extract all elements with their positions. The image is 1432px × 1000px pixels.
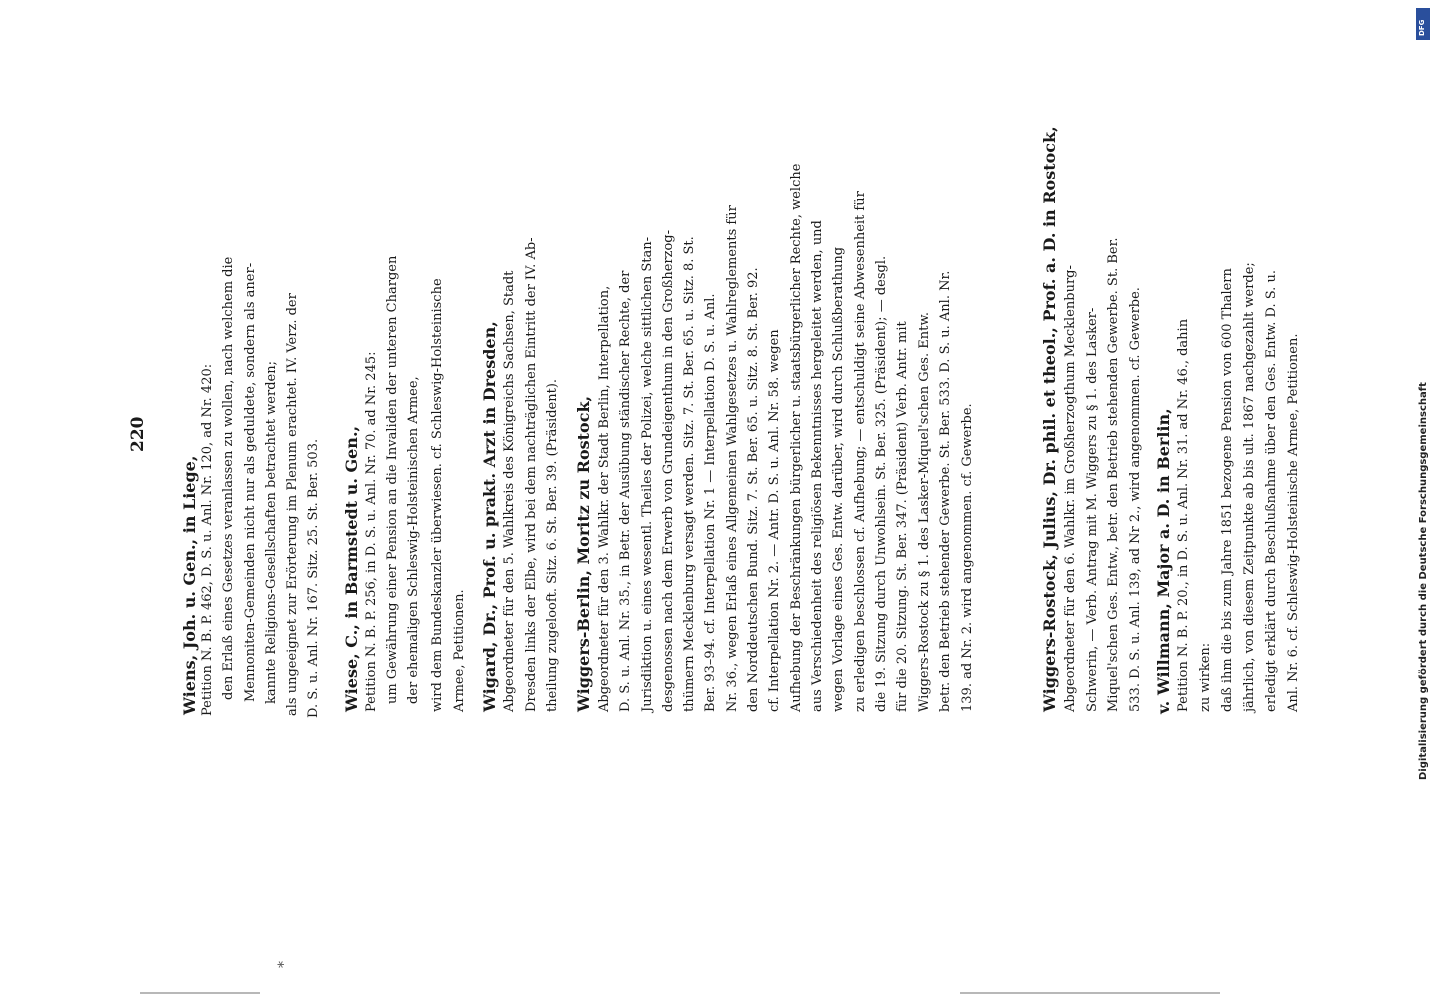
text-line: zu wirken: [1198,642,1213,712]
text-line: Miquel'schen Ges. Entw., betr. den Betrieb stehenden Gewerbe. St. Ber. [1106,237,1121,712]
page-number: 220 [128,416,148,452]
text-line: erledigt erklärt durch Beschlußnahme über den Ges. Entw. D. S. u. [1264,270,1279,712]
margin-mark: * [276,961,292,968]
text-line: Wiggers-Rostock zu § 1. des Lasker-Miquel'schen Ges. Entw. [917,311,932,712]
text-line: Ber. 93–94. cf. Interpellation Nr. 1 — Interpellation D. S. u. Anl. [703,293,718,712]
text-line: wird dem Bundeskanzler überwiesen. cf. Schleswig-Holsteinische [430,278,445,712]
text-line: jährlich, von diesem Zeitpunkte ab bis ult. 1867 nachgezahlt werde; [1242,262,1257,712]
text-line: Aufhebung der Beschränkungen bürgerlicher u. staatsbürgerlicher Rechte, welche [789,163,804,712]
digitization-credit: Digitalisierung gefördert durch die Deutsche Forschungsgemeinschaft [1418,382,1429,780]
text-line: Abgeordneter für den 6. Wahlkr. im Großherzogthum Mecklenburg- [1063,265,1078,712]
entry-heading-wigard: Wigard, Dr., Prof. u. prakt. Arzt in Dresden, [480,321,499,712]
text-line: um Gewährung einer Pension an die Invaliden der unteren Chargen [385,255,400,704]
text-line: der ehemaligen Schleswig-Holsteinischen Armee, [406,376,421,704]
dfg-logo-text: DFG [1418,19,1426,36]
text-line: kannte Religions-Gesellschaften betrachtet werden; [264,361,279,704]
text-line: 139. ad Nr. 2. wird angenommen. cf. Gewerbe. [960,403,975,712]
text-line: Petition N. B. P. 462, D. S. u. Anl. Nr. 120, ad Nr. 420: [200,363,215,716]
text-line: Mennoniten-Gemeinden nicht nur als geduldete, sondern als aner- [243,262,258,702]
entry-heading-wiese: Wiese, C., in Barmstedt u. Gen., [342,425,361,712]
text-line: D. S. u. Anl. Nr. 35., in Betr. der Ausübung ständischer Rechte, der [618,270,633,712]
entry-heading-wiggers-rostock: Wiggers-Rostock, Julius, Dr. phil. et theol., Prof. a. D. in Rostock, [1040,126,1059,712]
text-line: cf. Interpellation Nr. 2. — Antr. D. S. u. Anl. Nr. 58. wegen [767,329,782,712]
entry-heading-willmann: v. Willmann, Major a. D. in Berlin, [1154,408,1173,714]
text-line: desgenossen nach dem Erwerb von Grundeigenthum in den Großherzog- [661,230,676,712]
text-line: D. S. u. Anl. Nr. 167. Sitz. 25. St. Ber. 503. [306,438,321,718]
text-line: Jurisdiktion u. eines wesentl. Theiles der Polizei, welche sittlichen Stan- [640,236,655,712]
text-line: Abgeordneter für den 5. Wahlkreis des Königreichs Sachsen, Stadt [502,270,517,712]
text-line: die 19. Sitzung durch Unwohlsein. St. Ber. 325. (Präsident); — desgl. [874,255,889,712]
text-line: Armee, Petitionen. [452,589,467,712]
text-line: Abgeordneter für den 3. Wahlkr. der Stadt Berlin, Interpellation, [597,285,612,712]
entry-heading-wiens: Wiens, Joh. u. Gen., in Liege, [180,455,199,715]
text-line: als ungeeignet zur Erörterung im Plenum erachtet. IV. Verz. der [285,293,300,716]
text-line: Schwerin, — Verb. Antrag mit M. Wiggers zu § 1. des Lasker- [1085,307,1100,712]
dfg-logo [1416,8,1430,40]
text-line: aus Verschiedenheit des religiösen Bekenntnisses hergeleitet werden, und [810,220,825,712]
text-line: daß ihm die bis zum Jahre 1851 bezogene Pension von 600 Thalern [1220,268,1235,712]
text-line: 533. D. S. u. Anl. 139, ad Nr 2., wird angenommen. cf. Gewerbe. [1128,287,1143,712]
text-line: wegen Vorlage eines Ges. Entw. darüber, wird durch Schlußberathung [831,246,846,712]
scan-artifact [140,992,260,994]
text-line: thümern Mecklenburg versagt werden. Sitz. 7. St. Ber. 65. u. Sitz. 8. St. [682,236,697,712]
text-line: Dresden links der Elbe, wird bei dem nachträglichen Eintritt der IV. Ab- [524,237,539,712]
text-line: den Norddeutschen Bund. Sitz. 7. St. Ber. 65. u. Sitz. 8. St. Ber. 92. [746,267,761,712]
text-line: Petition N. B. P. 20., in D. S. u. Anl. Nr. 31. ad Nr. 46., dahin [1176,318,1191,712]
text-line: für die 20. Sitzung. St. Ber. 347. (Präsident) Verb. Antr. mit [895,321,910,712]
text-line: Anl. Nr. 6. cf. Schleswig-Holsteinische Armee, Petitionen. [1286,333,1301,712]
text-line: theilung zugelooft. Sitz. 6. St. Ber. 39. (Präsident). [545,378,560,712]
scan-artifact [960,992,1220,994]
entry-heading-wiggers-berlin: Wiggers-Berlin, Moritz zu Rostock, [574,395,593,712]
text-line: Petition N. B. P. 256, in D. S. u. Anl. Nr. 70. ad Nr. 245: [364,351,379,712]
text-line: zu erledigen beschlossen cf. Aufhebung; — entschuldigt seine Abwesenheit für [853,191,868,712]
text-line: den Erlaß eines Gesetzes veranlassen zu wollen, nach welchem die [221,256,236,700]
text-line: Nr. 36., wegen Erlaß eines Allgemeinen Wahlgesetzes u. Wahlreglements für [725,205,740,712]
text-line: betr. den Betrieb stehender Gewerbe. St. Ber. 533. D. S. u. Anl. Nr. [938,270,953,712]
